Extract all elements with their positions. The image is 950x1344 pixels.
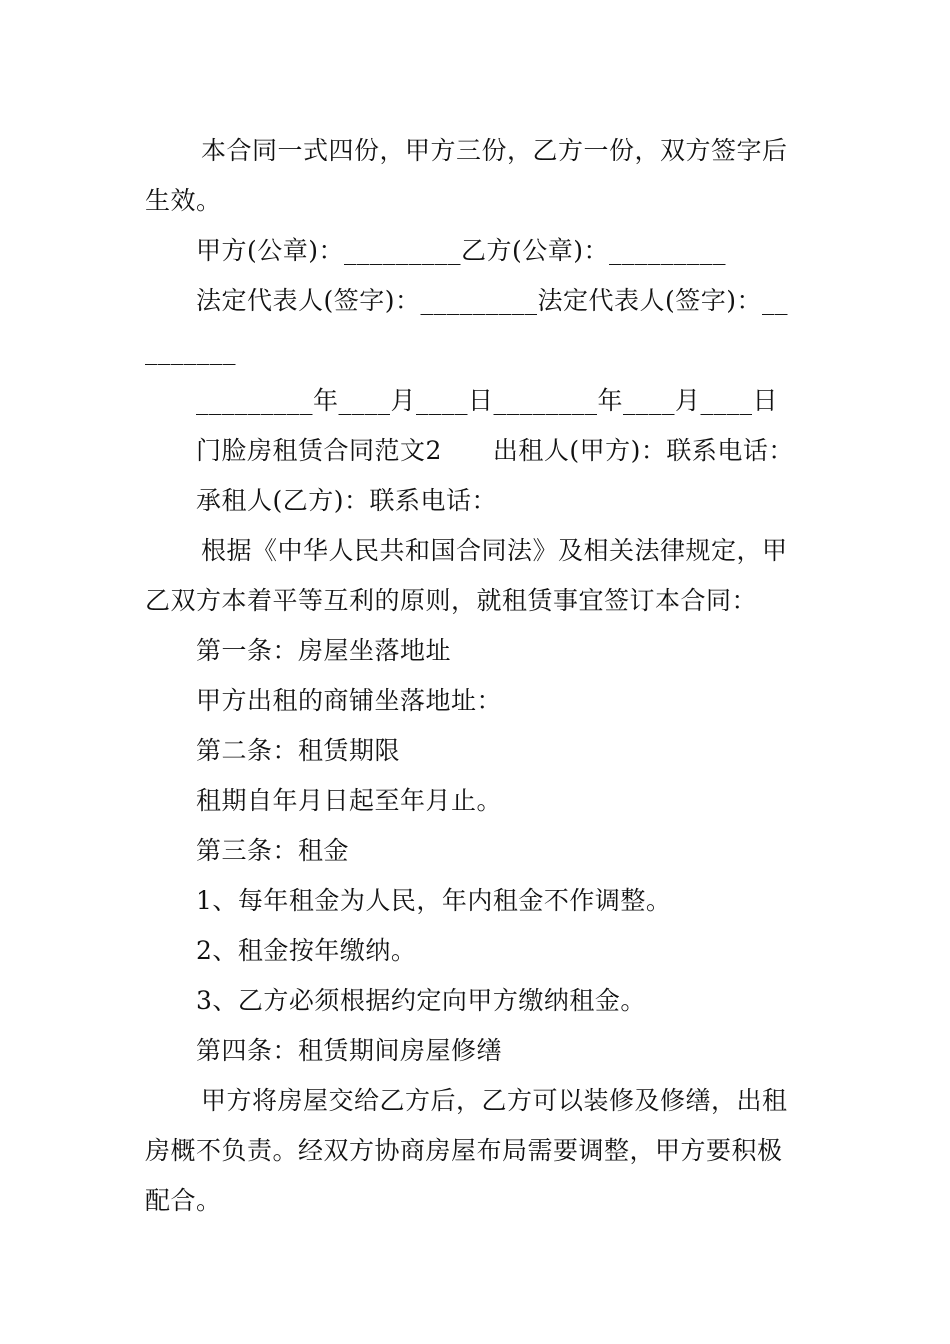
article-4-body-line-1: 甲方将房屋交给乙方后，乙方可以装修及修缮，出租 — [201, 1086, 788, 1115]
seal-line: 甲方(公章)：_________乙方(公章)：_________ — [196, 236, 727, 265]
legal-rep-line-2: _______ — [145, 336, 236, 365]
template-title-lessor-line: 门脸房租赁合同范文2 出租人(甲方)：联系电话： — [196, 436, 794, 465]
legal-rep-line-1: 法定代表人(签字)：_________法定代表人(签字)：__ — [196, 286, 789, 315]
article-3-item-1: 1、每年租金为人民，年内租金不作调整。 — [196, 886, 672, 915]
article-2-heading: 第二条：租赁期限 — [196, 736, 401, 765]
article-4-body-line-3: 配合。 — [145, 1186, 222, 1215]
article-1-heading: 第一条：房屋坐落地址 — [196, 636, 452, 665]
article-1-body: 甲方出租的商铺坐落地址： — [196, 686, 503, 715]
article-3-heading: 第三条：租金 — [196, 836, 350, 865]
preamble-line-1: 根据《中华人民共和国合同法》及相关法律规定，甲 — [201, 536, 788, 565]
date-line: _________年____月____日________年____月____日 — [196, 386, 779, 415]
article-3-item-3: 3、乙方必须根据约定向甲方缴纳租金。 — [196, 986, 646, 1015]
article-2-body: 租期自年月日起至年月止。 — [196, 786, 503, 815]
contract-copies-line-2: 生效。 — [145, 186, 222, 215]
article-4-body-line-2: 房概不负责。经双方协商房屋布局需要调整，甲方要积极 — [145, 1136, 783, 1165]
article-4-heading: 第四条：租赁期间房屋修缮 — [196, 1036, 503, 1065]
lessee-line: 承租人(乙方)：联系电话： — [196, 486, 498, 515]
preamble-line-2: 乙双方本着平等互利的原则，就租赁事宜签订本合同： — [145, 586, 758, 615]
contract-copies-line-1: 本合同一式四份，甲方三份，乙方一份，双方签字后 — [201, 136, 788, 165]
article-3-item-2: 2、租金按年缴纳。 — [196, 936, 417, 965]
